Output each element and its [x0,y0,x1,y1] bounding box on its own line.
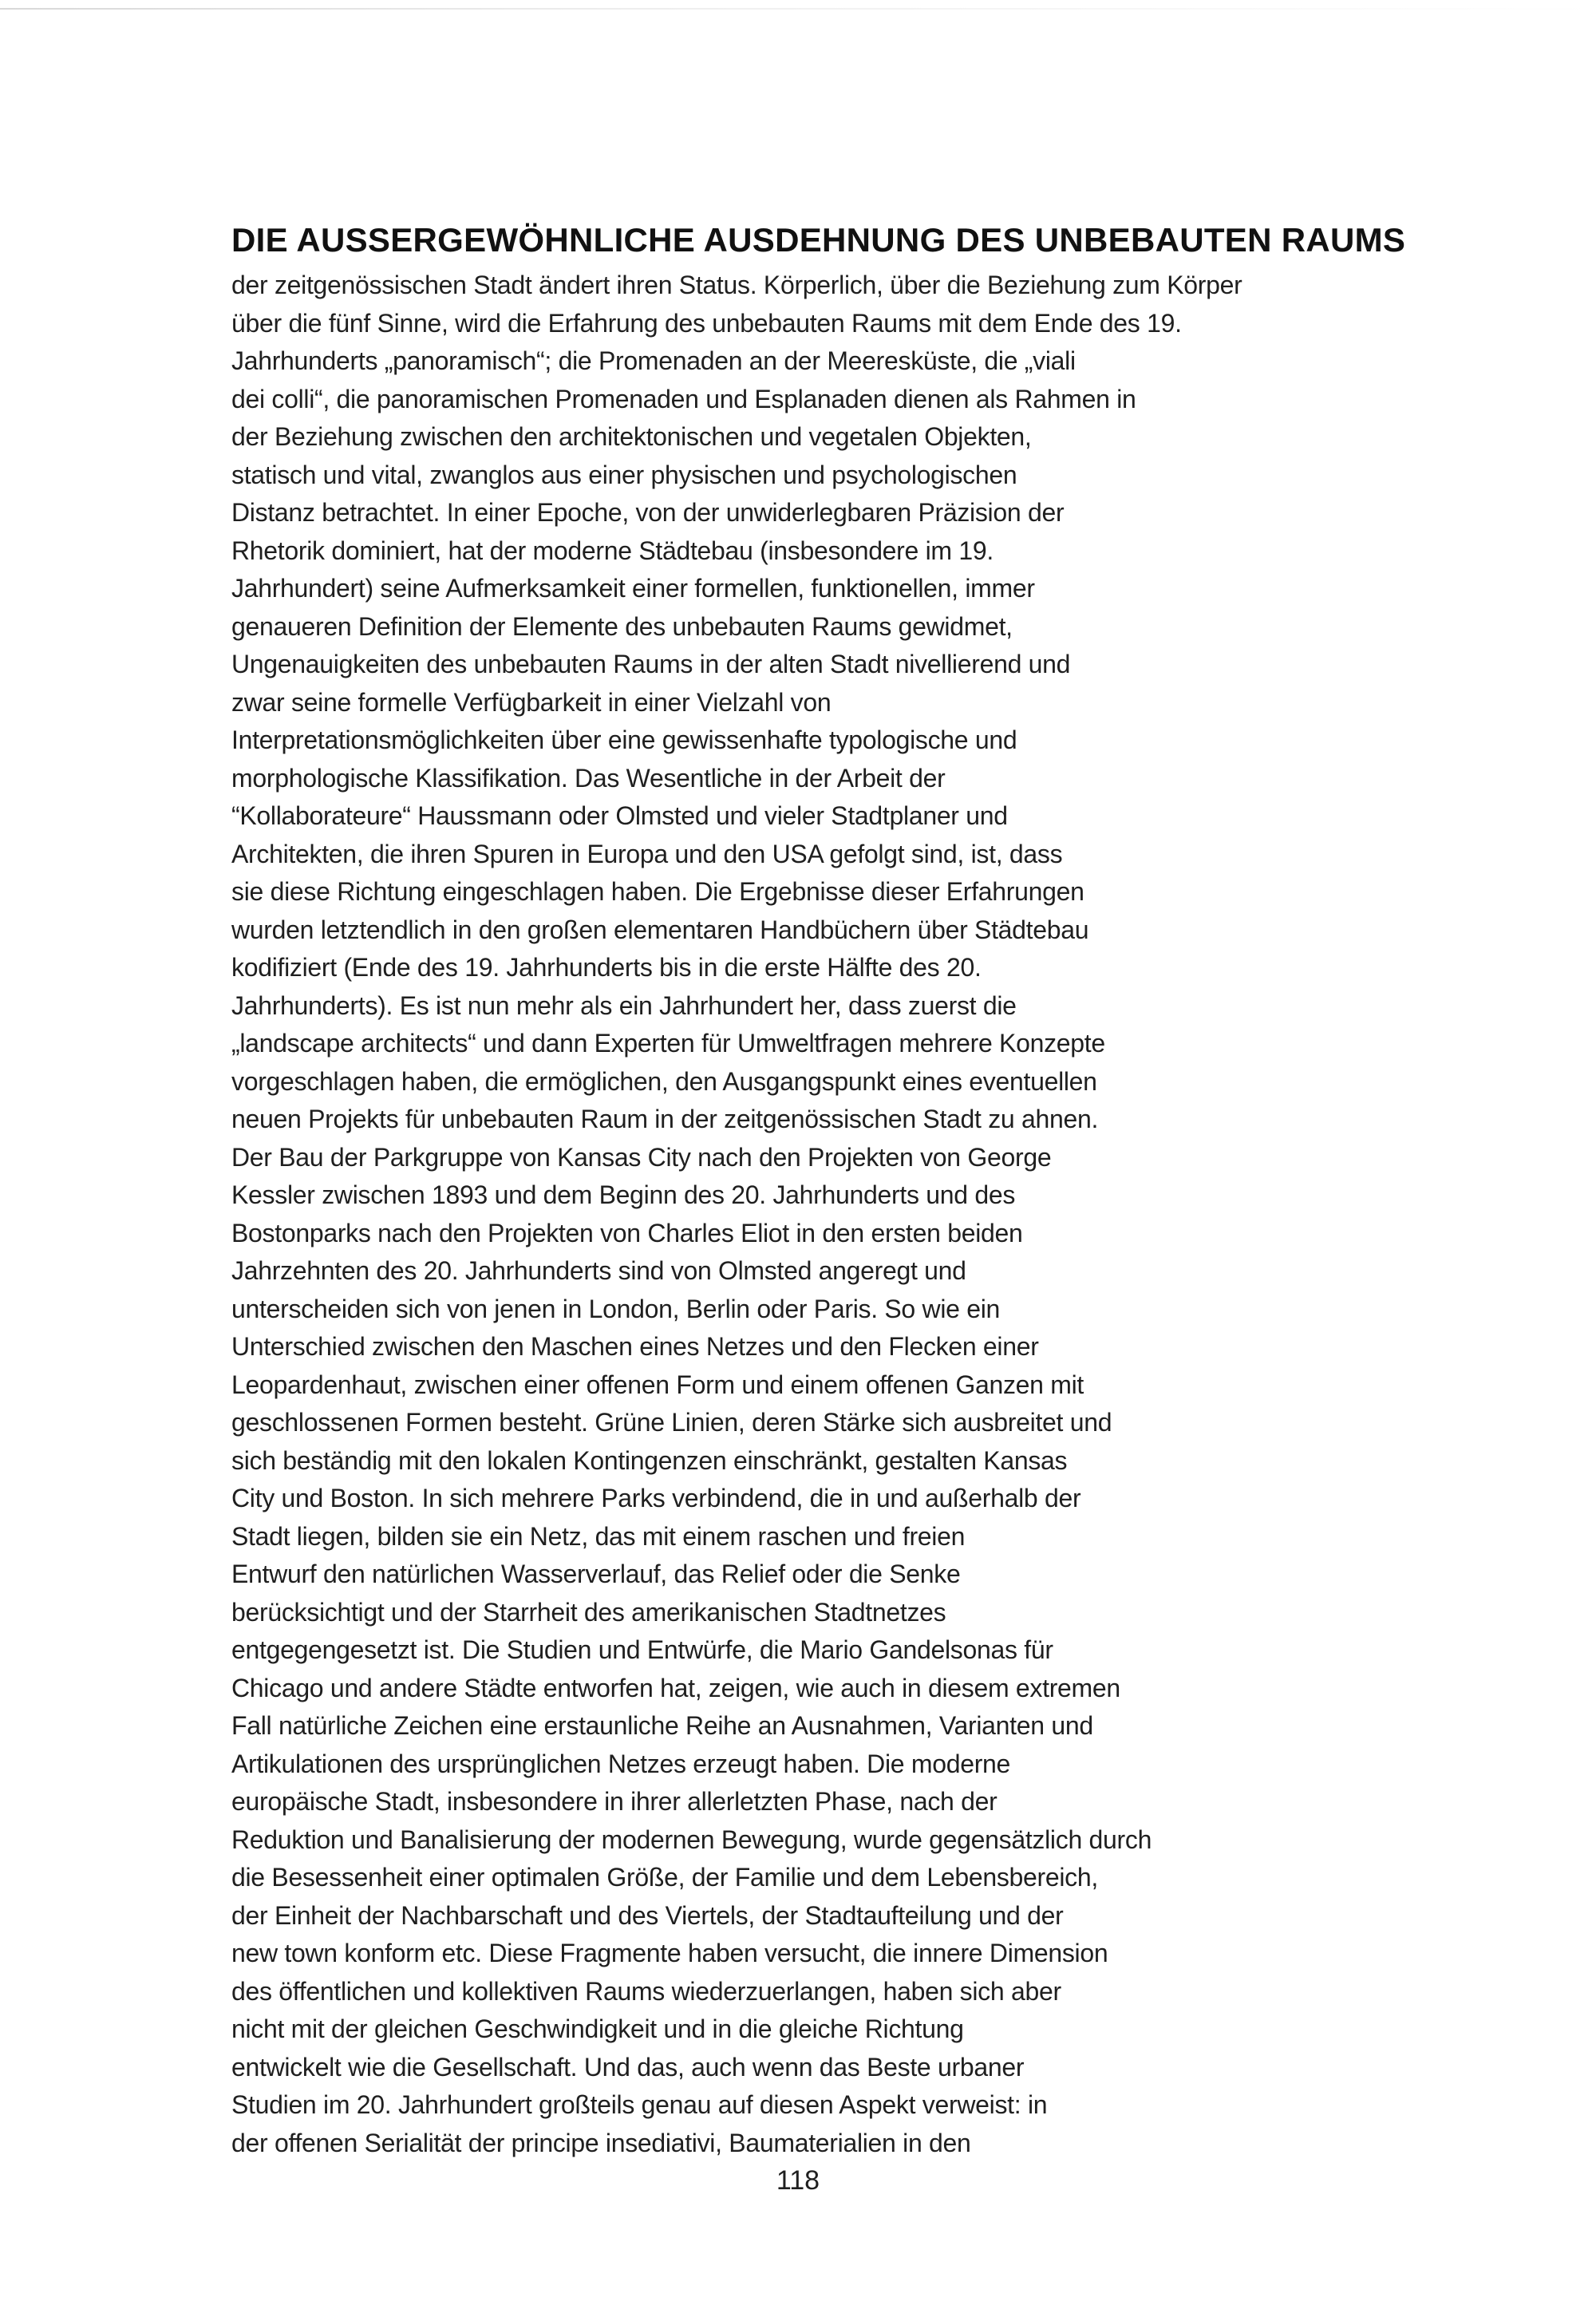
text-line: Ungenauigkeiten des unbebauten Raums in der alten Stadt nivellierend und [231,650,1071,678]
page-number: 118 [776,2165,820,2196]
text-line: des öffentlichen und kollektiven Raums wiederzuerlangen, haben sich aber [231,1976,1061,2006]
text-line: Distanz betrachtet. In einer Epoche, von der unwiderlegbaren Präzision der [231,498,1065,527]
text-line: morphologische Klassifikation. Das Wesentliche in der Arbeit der [231,763,946,793]
text-line: der zeitgenössischen Stadt ändert ihren Status. Körperlich, über die Beziehung zum Körper [231,271,1242,299]
text-line: wurden letztendlich in den großen elementaren Handbüchern über Städtebau [231,915,1089,944]
text-line: Architekten, die ihren Spuren in Europa und den USA gefolgt sind, ist, dass [231,839,1063,868]
text-line: zwar seine formelle Verfügbarkeit in einer Vielzahl von [231,687,832,717]
text-line: entwickelt wie die Gesellschaft. Und das, auch wenn das Beste urbaner [231,2052,1025,2082]
text-line: vorgeschlagen haben, die ermöglichen, den Ausgangspunkt eines eventuellen [231,1066,1097,1096]
text-line: kodifiziert (Ende des 19. Jahrhunderts bis in die erste Hälfte des 20. [231,953,982,982]
text-line: Bostonparks nach den Projekten von Charles Eliot in den ersten beiden [231,1218,1023,1247]
text-line: “Kollaborateure“ Haussmann oder Olmsted und vieler Stadtplaner und [231,801,1008,830]
text-line: Jahrhundert) seine Aufmerksamkeit einer formellen, funktionellen, immer [231,574,1035,603]
text-line: statisch und vital, zwanglos aus einer physischen und psychologischen [231,460,1017,489]
text-line: Entwurf den natürlichen Wasserverlauf, das Relief oder die Senke [231,1560,961,1588]
text-line: Jahrhunderts). Es ist nun mehr als ein Jahrhundert her, dass zuerst die [231,990,1017,1020]
text-line: City und Boston. In sich mehrere Parks verbindend, die in und außerhalb der [231,1484,1081,1512]
text-line: dei colli“, die panoramischen Promenaden und Esplanaden dienen als Rahmen in [231,384,1136,413]
page-title: DIE AUSSERGEWÖHNLICHE AUSDEHNUNG DES UNBEBAUTEN RAUMS [231,221,1406,259]
text-line: sie diese Richtung eingeschlagen haben. Die Ergebnisse dieser Erfahrungen [231,877,1084,906]
page-content [231,215,1500,2162]
text-line: Kessler zwischen 1893 und dem Beginn des 20. Jahrhunderts und des [231,1180,1016,1209]
text-line: nicht mit der gleichen Geschwindigkeit und in die gleiche Richtung [231,2014,964,2043]
text-line: Unterschied zwischen den Maschen eines Netzes und den Flecken einer [231,1332,1039,1361]
text-line: Chicago und andere Städte entworfen hat, zeigen, wie auch in diesem extremen [231,1673,1120,1702]
text-line: Leopardenhaut, zwischen einer offenen Form und einem offenen Ganzen mit [231,1370,1084,1399]
body-paragraph [231,267,1500,2162]
text-line: der Einheit der Nachbarschaft und des Viertels, der Stadtaufteilung und der [231,1900,1064,1930]
scan-edge-line [0,8,1596,10]
text-line: Rhetorik dominiert, hat der moderne Städtebau (insbesondere im 19. [231,536,994,565]
text-line: Reduktion und Banalisierung der modernen Bewegung, wurde gegensätzlich durch [231,1825,1152,1854]
text-line: Der Bau der Parkgruppe von Kansas City nach den Projekten von George [231,1142,1052,1172]
text-line: der Beziehung zwischen den architektonischen und vegetalen Objekten, [231,422,1032,451]
text-line: Interpretationsmöglichkeiten über eine gewissenhafte typologische und [231,726,1017,754]
text-line: new town konform etc. Diese Fragmente haben versucht, die innere Dimension [231,1939,1108,1967]
text-line: entgegengesetzt ist. Die Studien und Entwürfe, die Mario Gandelsonas für [231,1635,1053,1664]
text-line: Jahrzehnten des 20. Jahrhunderts sind von Olmsted angeregt und [231,1256,966,1285]
text-line: geschlossenen Formen besteht. Grüne Linien, deren Stärke sich ausbreitet und [231,1408,1112,1437]
text-line: neuen Projekts für unbebauten Raum in der zeitgenössischen Stadt zu ahnen. [231,1105,1099,1133]
text-line: Artikulationen des ursprünglichen Netzes erzeugt haben. Die moderne [231,1749,1011,1778]
text-line: Stadt liegen, bilden sie ein Netz, das mit einem raschen und freien [231,1521,966,1551]
text-line: über die fünf Sinne, wird die Erfahrung des unbebauten Raums mit dem Ende des 19. [231,308,1182,338]
text-line: europäische Stadt, insbesondere in ihrer allerletzten Phase, nach der [231,1787,998,1816]
text-line: die Besessenheit einer optimalen Größe, der Familie und dem Lebensbereich, [231,1863,1098,1892]
text-line: Jahrhunderts „panoramisch“; die Promenaden an der Meeresküste, die „viali [231,346,1076,375]
text-line: sich beständig mit den lokalen Kontingenzen einschränkt, gestalten Kansas [231,1445,1068,1475]
text-line: der offenen Serialität der principe insediativi, Baumaterialien in den [231,2128,971,2157]
text-line: „landscape architects“ und dann Experten für Umweltfragen mehrere Konzepte [231,1029,1105,1058]
text-line: Fall natürliche Zeichen eine erstaunliche Reihe an Ausnahmen, Varianten und [231,1711,1093,1740]
text-line: berücksichtigt und der Starrheit des amerikanischen Stadtnetzes [231,1597,946,1627]
text-line: unterscheiden sich von jenen in London, Berlin oder Paris. So wie ein [231,1294,1001,1323]
text-line: Studien im 20. Jahrhundert großteils genau auf diesen Aspekt verweist: in [231,2090,1048,2119]
text-line: genaueren Definition der Elemente des unbebauten Raums gewidmet, [231,611,1013,641]
